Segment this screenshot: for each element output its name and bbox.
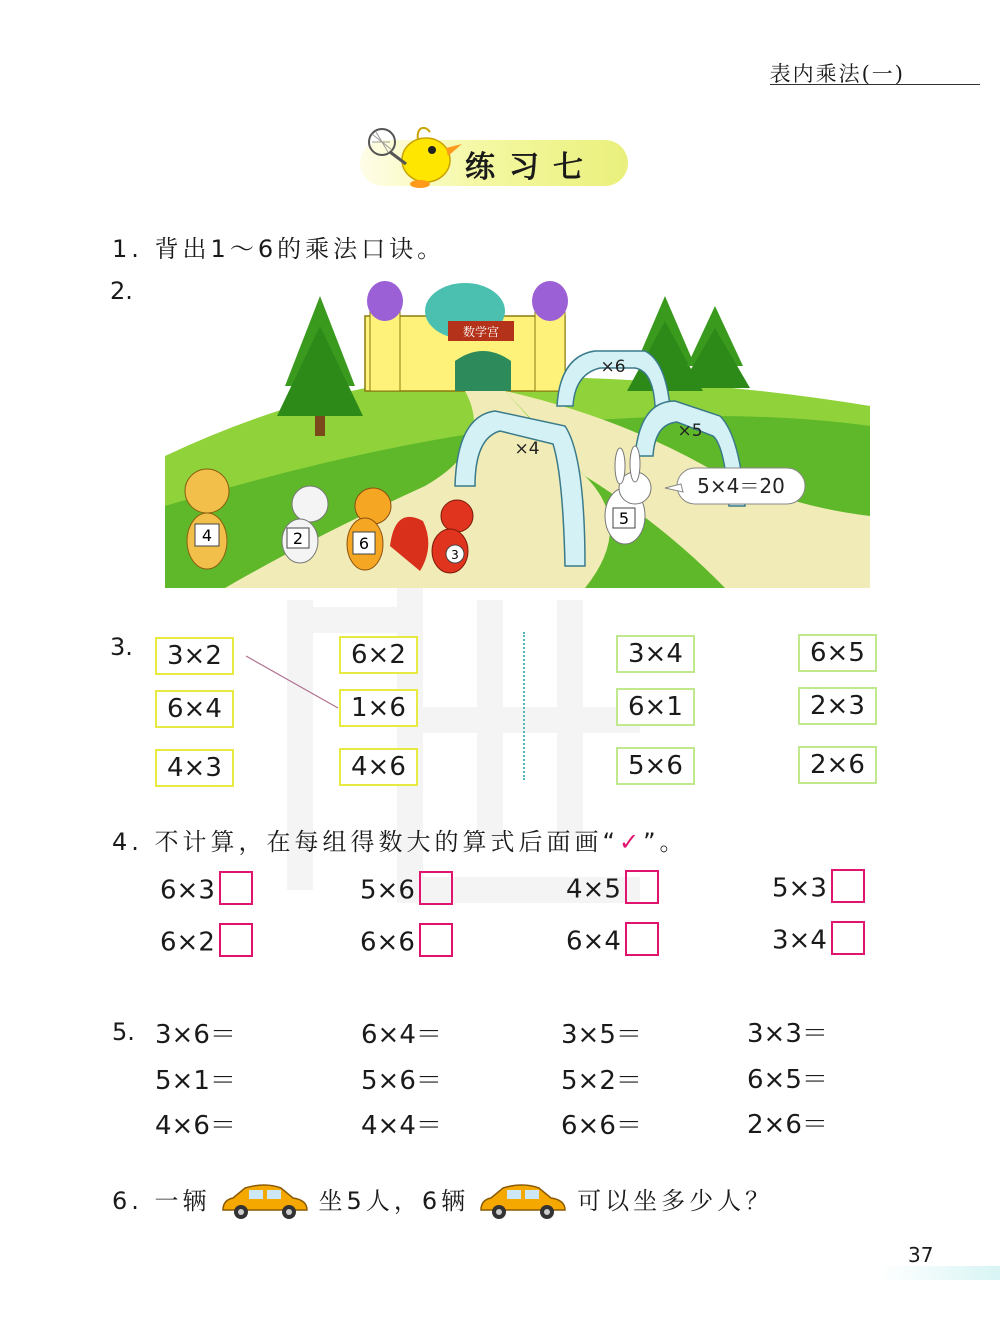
arch-label-x4: ×4 <box>514 439 540 459</box>
match-box-4x6[interactable]: 4×6 <box>339 748 418 786</box>
question-5-number: 5. <box>112 1018 135 1046</box>
calc-item[interactable]: 4×6＝ <box>155 1111 236 1141</box>
number-palace-illustration <box>165 276 870 588</box>
question-6-text-1: 一辆 <box>154 1187 211 1215</box>
matching-line <box>240 650 340 710</box>
page-corner-decoration <box>880 1266 1000 1280</box>
compare-expression: 5×3 <box>772 873 827 904</box>
calc-item[interactable]: 2×6＝ <box>747 1110 828 1140</box>
compare-item <box>360 874 453 908</box>
compare-item <box>566 925 659 959</box>
question-1-number: 1. <box>112 235 143 263</box>
match-box-3x4[interactable]: 3×4 <box>616 635 695 673</box>
calc-item[interactable]: 3×6＝ <box>155 1020 236 1050</box>
calc-item[interactable]: 6×4＝ <box>361 1020 442 1050</box>
calc-item[interactable]: 5×2＝ <box>561 1066 642 1096</box>
match-box-6x2[interactable]: 6×2 <box>339 636 418 674</box>
rabbit-card: 5 <box>618 509 630 528</box>
compare-expression: 5×6 <box>360 875 415 906</box>
calc-item[interactable]: 6×6＝ <box>561 1111 642 1141</box>
page-title: 练习七 <box>465 150 597 185</box>
match-box-2x6[interactable]: 2×6 <box>798 746 877 784</box>
answer-box[interactable] <box>419 871 453 905</box>
question-1-text: 背出1～6的乘法口诀。 <box>154 235 446 263</box>
match-box-6x5[interactable]: 6×5 <box>798 634 877 672</box>
section-header: 表内乘法(一) <box>769 62 905 86</box>
compare-item <box>160 926 253 960</box>
question-6-text-2: 坐5人，6辆 <box>318 1187 470 1215</box>
answer-box[interactable] <box>831 921 865 955</box>
compare-expression: 4×5 <box>566 874 621 905</box>
speech-bubble-text: 5×4＝20 <box>697 474 785 498</box>
question-2-number: 2. <box>110 277 133 305</box>
question-4-number: 4. <box>112 828 143 856</box>
arch-label-x5: ×5 <box>677 421 703 441</box>
header-underline <box>770 84 980 85</box>
question-4-text-end: ”。 <box>643 828 688 856</box>
compare-expression: 6×4 <box>566 926 621 957</box>
question-4 <box>112 822 688 857</box>
checkmark-icon: ✓ <box>618 828 644 856</box>
question-4-text: 不计算，在每组得数大的算式后面画“ <box>154 828 619 856</box>
calc-item[interactable]: 5×6＝ <box>361 1066 442 1096</box>
match-box-6x1[interactable]: 6×1 <box>616 688 695 726</box>
compare-item <box>566 873 659 907</box>
cat-card: 6 <box>358 534 370 553</box>
answer-box[interactable] <box>625 870 659 904</box>
calc-item[interactable]: 5×1＝ <box>155 1066 236 1096</box>
compare-item <box>772 872 865 906</box>
answer-box[interactable] <box>831 869 865 903</box>
compare-item <box>772 924 865 958</box>
mouse-card: 2 <box>292 529 304 548</box>
question-3-number: 3. <box>110 633 133 661</box>
watermark <box>260 560 680 920</box>
car-icon <box>477 1182 569 1222</box>
car-icon <box>219 1182 311 1222</box>
compare-expression: 6×2 <box>160 927 215 958</box>
match-box-6x4[interactable]: 6×4 <box>155 690 234 728</box>
calc-item[interactable]: 3×3＝ <box>747 1019 828 1049</box>
question-6 <box>112 1181 773 1222</box>
answer-box[interactable] <box>219 923 253 957</box>
question-6-text-3: 可以坐多少人？ <box>577 1187 774 1215</box>
bear-card: 4 <box>201 526 213 545</box>
compare-expression: 6×3 <box>160 875 215 906</box>
palace-sign: 数学宫 <box>462 325 500 339</box>
answer-box[interactable] <box>419 923 453 957</box>
arch-label-x6: ×6 <box>600 357 626 377</box>
compare-expression: 6×6 <box>360 927 415 958</box>
answer-box[interactable] <box>219 871 253 905</box>
answer-box[interactable] <box>625 922 659 956</box>
match-box-3x2[interactable]: 3×2 <box>155 637 234 675</box>
match-box-5x6[interactable]: 5×6 <box>616 747 695 785</box>
calc-item[interactable]: 6×5＝ <box>747 1065 828 1095</box>
match-box-2x3[interactable]: 2×3 <box>798 687 877 725</box>
divider-dotted <box>523 632 525 780</box>
calc-item[interactable]: 4×4＝ <box>361 1111 442 1141</box>
page-number: 37 <box>908 1243 934 1267</box>
compare-item <box>360 926 453 960</box>
calc-item[interactable]: 3×5＝ <box>561 1020 642 1050</box>
squirrel-card: 3 <box>451 548 459 562</box>
match-box-4x3[interactable]: 4×3 <box>155 749 234 787</box>
match-box-1x6[interactable]: 1×6 <box>339 689 418 727</box>
chick-mascot-icon <box>360 118 470 190</box>
question-1 <box>112 229 445 264</box>
compare-item <box>160 874 253 908</box>
compare-expression: 3×4 <box>772 925 827 956</box>
question-6-number: 6. <box>112 1187 143 1215</box>
